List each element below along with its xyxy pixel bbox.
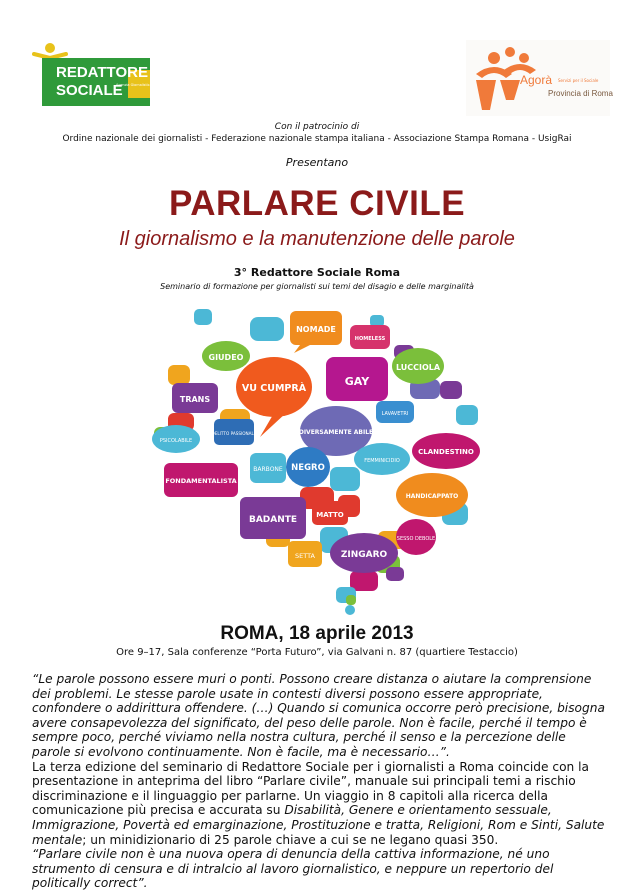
agora-sub-text: Provincia di Roma xyxy=(548,89,613,98)
word-psicolabile: PSICOLABILE xyxy=(159,438,193,444)
event-date: ROMA, 18 aprile 2013 xyxy=(220,623,414,644)
word-zingaro: ZINGARO xyxy=(340,550,388,560)
word-bubble-giudeo xyxy=(202,341,250,371)
word-bubble-setta xyxy=(288,541,322,567)
closing-quote: “Parlare civile non è una nuova opera di denuncia della cattiva informazione, né uno strumento di censura e di intralcio al lavoro giornalistico, e neppure un repertorio del politically correct”. xyxy=(32,847,554,891)
word-nomade: NOMADE xyxy=(296,325,336,334)
page-subtitle: Il giornalismo e la manutenzione delle parole xyxy=(119,228,515,250)
description-end: ; un minidizionario di 25 parole chiave a cui se ne legano quasi 350. xyxy=(82,832,499,847)
word-sesso-debole: SESSO DEBOLE xyxy=(396,536,436,542)
word-setta: SETTA xyxy=(294,552,316,560)
word-bubble-fondamentalista xyxy=(164,463,238,497)
body-text xyxy=(32,672,607,891)
word-gay: GAY xyxy=(344,375,370,388)
word-bubble-negro xyxy=(286,447,330,487)
edition-label: 3° Redattore Sociale Roma xyxy=(233,266,401,279)
presentano-label: Presentano xyxy=(285,156,349,169)
word-bubble-lavavetri xyxy=(376,401,414,423)
description-topics: Disabilità, Genere e orientamento sessuale, Immigrazione, Povertà ed emarginazione, Prostituzione e tratta, Religioni, Rom e Sinti, Salute mentale xyxy=(32,803,605,847)
agora-name-text: Agorà xyxy=(520,73,553,87)
word-bubble-delitto-passionale xyxy=(211,419,256,445)
word-handicappato: HANDICAPPATO xyxy=(405,493,459,500)
word-bubble-trans xyxy=(172,383,218,413)
word-lucciola: LUCCIOLA xyxy=(395,363,441,372)
word-bubble-gay xyxy=(326,357,388,401)
word-fondamentalista: FONDAMENTALISTA xyxy=(165,477,237,485)
word-cloud xyxy=(150,305,490,615)
word-vu-cumpra: VU CUMPRÀ xyxy=(241,383,307,394)
agora-logo xyxy=(466,40,613,116)
word-lavavetri: LAVAVETRI xyxy=(381,411,409,417)
word-bubble-homeless xyxy=(350,325,390,349)
description-paragraph xyxy=(32,760,607,848)
word-bubble-psicolabile xyxy=(152,425,200,453)
word-bubble-barbone xyxy=(250,453,286,483)
description-intro: La terza edizione del seminario di Redattore Sociale per i giornalisti a Roma coincide con la presentazione in anteprima del libro “Parlare civile”, manuale sui principali temi a rischio discriminazione e il linguaggio per parlarne. Un viaggio in 8 capitoli alla ricerca della comunicazione più precisa e accurata su xyxy=(32,759,590,818)
word-trans: TRANS xyxy=(179,395,211,404)
word-bubble-badante xyxy=(240,497,306,539)
opening-quote: “Le parole possono essere muri o ponti. Possono creare distanza o aiutare la comprensione dei problemi. Le stesse parole usate in contesti diversi possono essere appropriate, confondere o addirittura offendere. (…) Quando si comunica occorre però precisione, bisogna avere consapevolezza del significato, del peso delle parole. Non è facile, perché il tempo è sempre poco, perché viviamo nella nostra cultura, perché il senso e la percezione delle parole si evolvono continuamente. Non è facile, ma è necessario…”. xyxy=(32,672,605,759)
seminario-description: Seminario di formazione per giornalisti sui temi del disagio e delle marginalità xyxy=(160,282,474,291)
word-bubble-sesso-debole xyxy=(396,519,436,555)
redattore-sociale-logo xyxy=(30,40,172,112)
word-bubble-matto xyxy=(312,501,348,525)
page-title: PARLARE CIVILE xyxy=(168,184,466,223)
word-bubble-femminicidio xyxy=(354,443,410,475)
sociale-text: SOCIALE xyxy=(56,82,123,99)
word-bubble-zingaro xyxy=(330,533,398,573)
word-diversamente-abile: DIVERSAMENTE ABILE xyxy=(298,429,374,436)
redattore-text: REDATTORE xyxy=(56,64,148,81)
patrocinio-label: Con il patrocinio di xyxy=(274,122,360,132)
agora-small-text: Servizi per il Sociale xyxy=(558,78,599,83)
word-barbone: BARBONE xyxy=(253,466,283,473)
word-bubble-handicappato xyxy=(396,473,468,517)
word-homeless: HOMELESS xyxy=(354,336,386,342)
word-clandestino: CLANDESTINO xyxy=(418,448,474,456)
word-negro: NEGRO xyxy=(291,463,325,473)
word-bubble-nomade xyxy=(290,311,342,353)
word-bubble-lucciola xyxy=(392,348,444,384)
word-bubble-clandestino xyxy=(412,433,480,469)
word-delitto-passionale: DELITTO PASSIONALE xyxy=(211,431,257,436)
word-badante: BADANTE xyxy=(248,515,298,525)
event-schedule: Ore 9–17, Sala conferenze “Porta Futuro”, via Galvani n. 87 (quartiere Testaccio) xyxy=(116,647,518,658)
patrons-list: Ordine nazionale dei giornalisti - Federazione nazionale stampa italiana - Associazione Stampa Romana - UsigRai xyxy=(62,134,572,144)
redattore-small-text: Agenzia Giornalistica Quotidiana xyxy=(116,83,172,87)
word-femminicidio: FEMMINICIDIO xyxy=(364,458,400,464)
word-matto: MATTO xyxy=(316,511,344,519)
word-giudeo: GIUDEO xyxy=(208,353,244,362)
